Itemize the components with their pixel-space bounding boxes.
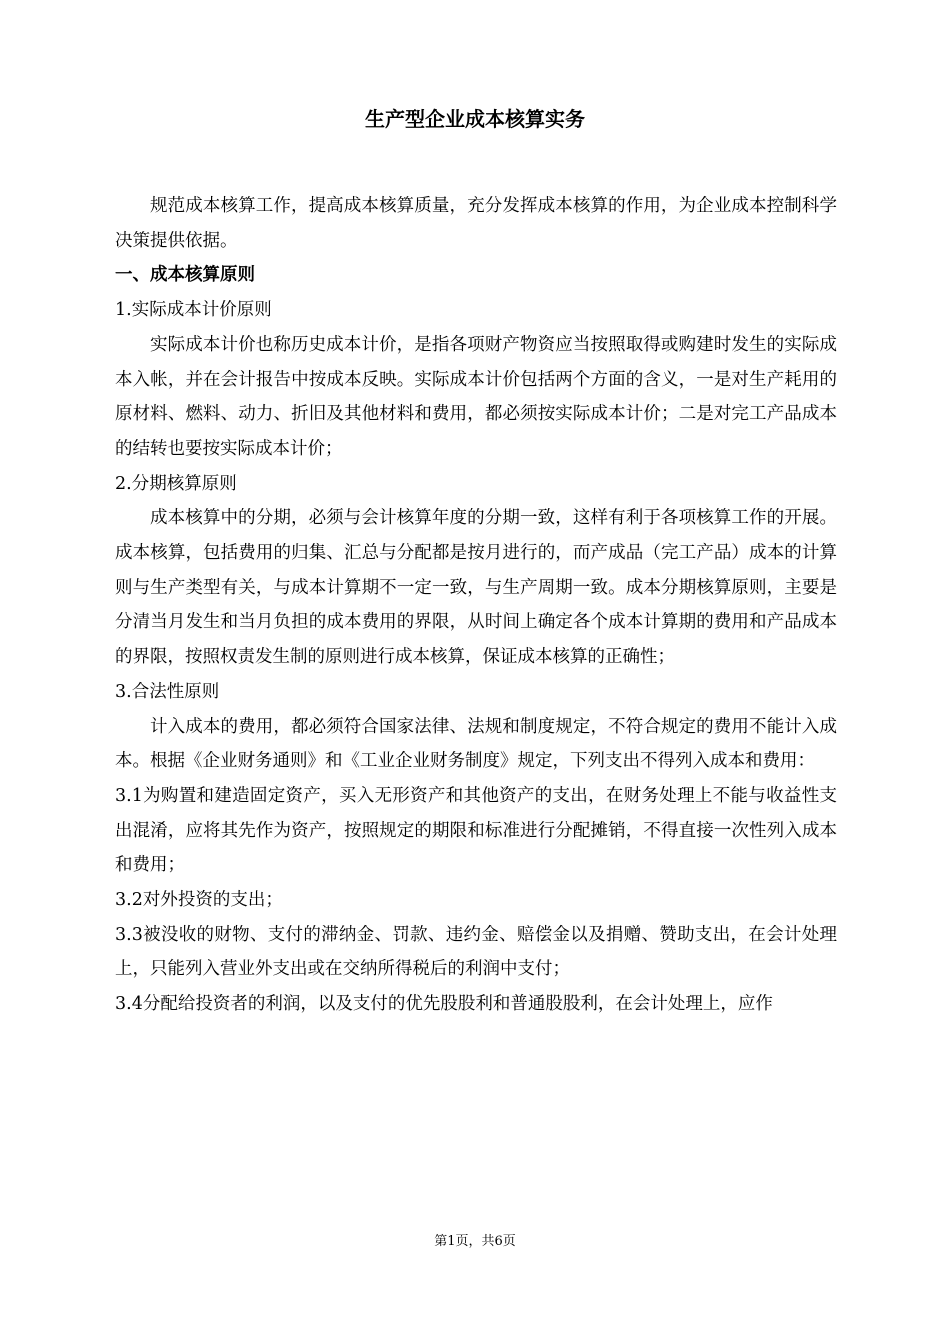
subitem-3-2: 3.2对外投资的支出； <box>115 890 283 911</box>
item-paragraph-3: 计入成本的费用，都必须符合国家法律、法规和制度规定，不符合规定的费用不能计入成本。根据《企业财务通则》和《工业企业财务制度》规定，下列支出不得列入成本和费用： <box>115 716 837 772</box>
item-title-3: 3.合法性原则 <box>115 681 220 702</box>
subitem-3-1: 3.1为购置和建造固定资产，买入无形资产和其他资产的支出，在财务处理上不能与收益性支出混淆，应将其先作为资产，按照规定的期限和标准进行分配摊销，不得直接一次性列入成本和费用； <box>115 785 837 876</box>
document-body <box>115 189 837 1022</box>
item-paragraph-2: 成本核算中的分期，必须与会计核算年度的分期一致，这样有利于各项核算工作的开展。成本核算，包括费用的归集、汇总与分配都是按月进行的，而产成品（完工产品）成本的计算则与生产类型有关，与成本计算期不一定一致，与生产周期一致。成本分期核算原则，主要是分清当月发生和当月负担的成本费用的界限，从时间上确定各个成本计算期的费用和产品成本的界限，按照权责发生制的原则进行成本核算，保证成本核算的正确性； <box>115 508 837 668</box>
item-title-2: 2.分期核算原则 <box>115 473 237 494</box>
subitem-3-4: 3.4分配给投资者的利润，以及支付的优先股股利和普通股股利，在会计处理上，应作 <box>115 994 773 1015</box>
item-title-1: 1.实际成本计价原则 <box>115 300 272 321</box>
document-title: 生产型企业成本核算实务 <box>365 107 585 131</box>
item-paragraph-1: 实际成本计价也称历史成本计价，是指各项财产物资应当按照取得或购建时发生的实际成本入帐，并在会计报告中按成本反映。实际成本计价包括两个方面的含义，一是对生产耗用的原材料、燃料、动力、折旧及其他材料和费用，都必须按实际成本计价；二是对完工产品成本的结转也要按实际成本计价； <box>115 334 837 459</box>
intro-paragraph: 规范成本核算工作，提高成本核算质量，充分发挥成本核算的作用，为企业成本控制科学决策提供依据。 <box>115 196 837 251</box>
page-footer: 第1页，共6页 <box>434 1234 516 1249</box>
subitem-3-3: 3.3被没收的财物、支付的滞纳金、罚款、违约金、赔偿金以及捐赠、赞助支出，在会计处理上，只能列入营业外支出或在交纳所得税后的利润中支付； <box>115 924 837 980</box>
section-heading: 一、成本核算原则 <box>115 265 255 286</box>
